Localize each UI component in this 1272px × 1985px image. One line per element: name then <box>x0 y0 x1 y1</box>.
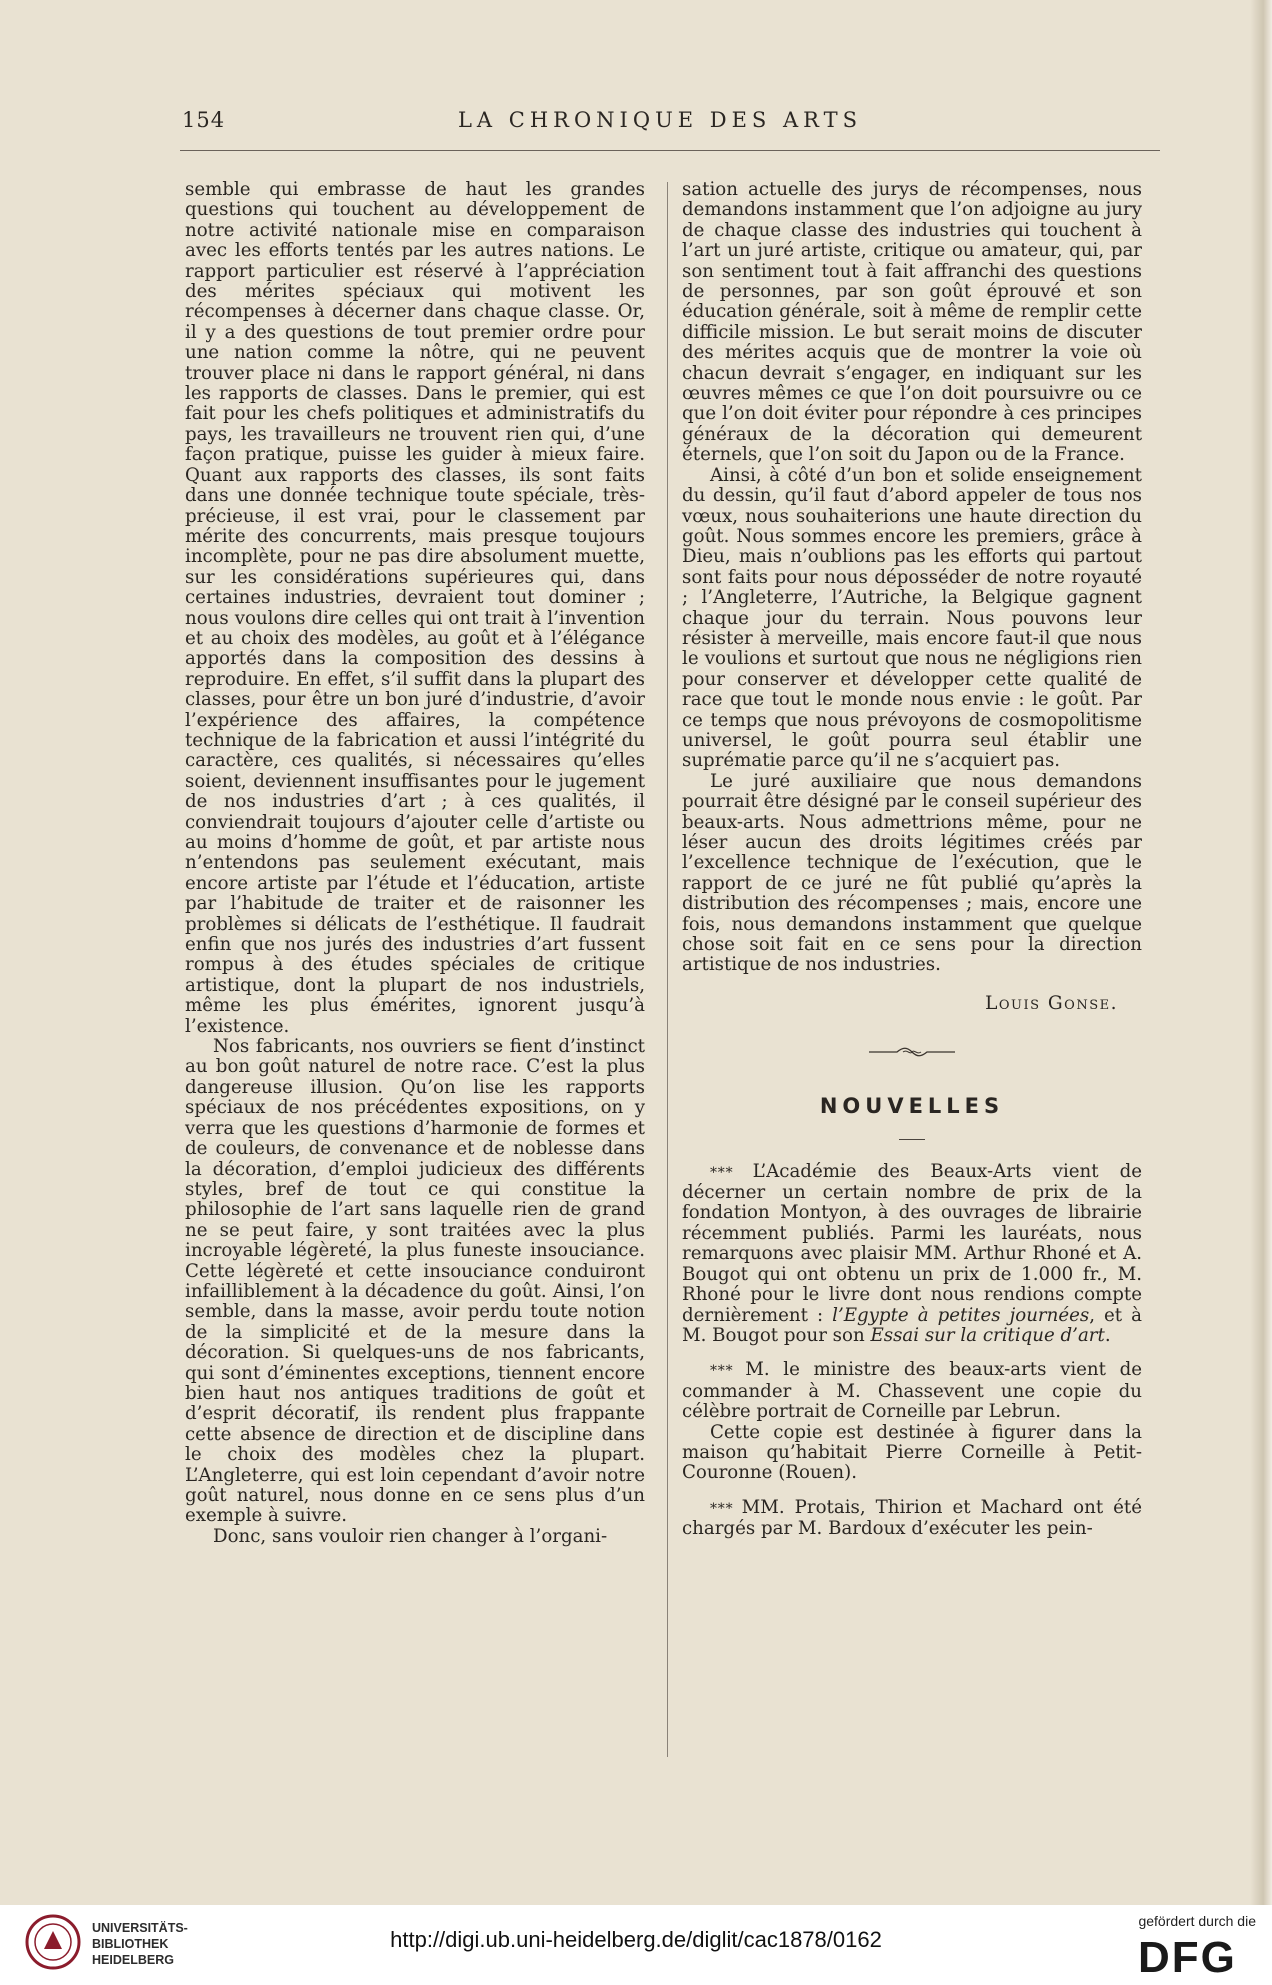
news-item: * * * M. le ministre des beaux-arts vient de commander à M. Chassevent une copie du célèbre portrait de Corneille par Lebrun. <box>682 1359 1142 1423</box>
news-list <box>682 1162 1142 1540</box>
section-title-nouvelles: NOUVELLES <box>819 1094 1005 1119</box>
header-rule <box>180 150 1160 151</box>
news-item: * * * MM. Protais, Thirion et Machard ont été chargés par M. Bardoux d’exécuter les pein- <box>682 1496 1142 1540</box>
news-item-continuation: Cette copie est destinée à figurer dans la maison qu’habitait Pierre Corneille à Petit-Couronne (Rouen). <box>682 1421 1142 1484</box>
author-signature: Louis Gonse. <box>985 992 1118 1014</box>
asterism-icon: * * * <box>710 1363 732 1380</box>
institution-name: UNIVERSITÄTS- BIBLIOTHEK HEIDELBERG <box>92 1921 188 1967</box>
page-number: 154 <box>182 108 226 132</box>
ornament-divider <box>682 1044 1142 1060</box>
news-item: * * * L’Académie des Beaux-Arts vient de décerner un certain nombre de prix de la fondation Montyon, à des ouvrages de librairie récemment publiés. Parmi les lauréats, nous remarquons avec plaisir MM. Arthur Rhoné et A. Bougot qui ont obtenu un prix de 1.000 fr., M. Rhoné pour le livre dont nous rendions compte dernièrement : l’Egypte à petites journées, et à M. Bougot pour son Essai sur la critique d’art. <box>682 1160 1143 1346</box>
book-title: l’Egypte à petites journées <box>832 1304 1090 1326</box>
dfg-logo-icon <box>1138 1932 1258 1976</box>
book-spine-shadow <box>1250 0 1272 1905</box>
right-column <box>682 180 1142 1554</box>
column-divider <box>667 182 668 1757</box>
paragraph: Donc, sans vouloir rien changer à l’organi- <box>213 1525 608 1547</box>
flourish-icon <box>867 1045 957 1059</box>
left-column <box>185 180 645 1547</box>
paragraph: sation actuelle des jurys de récompenses, nous demandons instamment que l’on adjoigne au jury de chaque classe des industries qui touchent à l’art un juré artiste, critique ou amateur, qui, par son sentiment tout à fait affranchi des questions de personnes, par son goût éprouvé et son éducation générale, soit à même de remplir cette difficile mission. Le but serait moins de discuter des mérites acquis que de montrer la voie où chacun devrait s’engager, en indiquant sur les œuvres mêmes ce que l’on doit poursuivre ou ce que l’on doit éviter pour répondre à ces principes généraux de la décoration qui demeurent éternels, que l’on soit du Japon ou de la France. <box>682 179 1142 466</box>
book-title: Essai sur la critique d’art <box>870 1324 1105 1346</box>
asterism-icon: * * * <box>710 1164 732 1181</box>
asterism-icon: * * * <box>710 1500 732 1517</box>
paragraph: Le juré auxiliaire que nous demandons pourrait être désigné par le conseil supérieur des beaux-arts. Nous admettrions même, pour ne léser aucun des droits légitimes créés par l’excellence technique de l’exécution, que le rapport de ce juré ne fût publié qu’après la distribution des récompenses ; mais, encore une fois, nous demandons instamment que quelque chose soit fait en ce sens pour la direction artistique de nos industries. <box>682 770 1142 976</box>
digitization-footer <box>0 1905 1272 1985</box>
paragraph: semble qui embrasse de haut les grandes questions qui touchent au développement de notre activité nationale mise en comparaison avec les efforts tentés par les autres nations. Le rapport particulier est réservé à l’appréciation des mérites spéciaux qui motivent les récompenses à décerner dans chaque classe. Or, il y a des questions de tout premier ordre pour une nation comme la nôtre, qui ne peuvent trouver place ni dans le rapport général, ni dans les rapports de classes. Dans le premier, qui est fait pour les chefs politiques et administratifs du pays, les travailleurs ne trouvent rien qui, d’une façon pratique, puisse les guider à mieux faire. Quant aux rapports des classes, ils sont faits dans une donnée technique toute spéciale, très-précieuse, il est vrai, pour le classement par mérite des concurrents, mais presque toujours incomplète, pour ne pas dire absolument muette, sur les considérations supérieures qui, dans certaines industries, devraient tout dominer ; nous voulons dire celles qui ont trait à l’invention et au choix des modèles, au goût et à l’élégance apportés dans la composition des dessins à reproduire. En effet, s’il suffit dans la plupart des classes, pour être un bon juré d’industrie, d’avoir l’expérience des affaires, la compétence technique de la fabrication et aussi l’intégrité du caractère, ces qualités, si nécessaires qu’elles soient, deviennent insuffisantes pour le jugement de nos industries d’art ; à ces qualités, il conviendrait toujours d’ajouter celle d’artiste ou au moins d’homme de goût, et par artiste nous n’entendons pas seulement exécutant, mais encore artiste par l’étude et l’éducation, artiste par l’habitude de traiter et de raisonner les problèmes si délicats de l’esthétique. Il faudrait enfin que nos jurés des industries d’art fussent rompus à des études spéciales de critique artistique, dont la plupart de nos industriels, même les plus émérites, ignorent jusqu’à l’existence. <box>185 179 645 1037</box>
funding-note: gefördert durch die <box>1138 1913 1256 1929</box>
section-rule <box>899 1139 925 1140</box>
source-url[interactable]: http://digi.ub.uni-heidelberg.de/diglit/cac1878/0162 <box>390 1927 882 1952</box>
page-header <box>160 108 1160 138</box>
running-title: LA CHRONIQUE DES ARTS <box>457 108 862 132</box>
paragraph: Ainsi, à côté d’un bon et solide enseignement du dessin, qu’il faut d’abord appeler de tous nos vœux, nous souhaiterions une haute direction du goût. Nous sommes encore les premiers, grâce à Dieu, mais n’oublions pas les efforts qui partout sont faits pour nous déposséder de notre royauté ; l’Angleterre, l’Autriche, la Belgique gagnent chaque jour du terrain. Nous pouvons leur résister à merveille, mais encore faut-il que nous le voulions et surtout que nous ne négligions rien pour conserver et développer cette qualité de race que tout le monde nous envie : le goût. Par ce temps que nous prévoyons de cosmopolitisme universel, le goût pourra seul établir une suprématie parce qu’il ne s’acquiert pas. <box>682 464 1142 772</box>
paragraph: Nos fabricants, nos ouvriers se fient d’instinct au bon goût naturel de notre race. C’est la plus dangereuse illusion. Qu’on lise les rapports spéciaux de nos précédentes expositions, on y verra que les questions d’harmonie de formes et de couleurs, de convenance et de noblesse dans la décoration, d’emploi judicieux des différents styles, bref de tout ce qui constitue la philosophie de l’art sans laquelle rien de grand ne se peut faire, y sont traitées avec la plus incroyable légèreté, la plus funeste insouciance. Cette légèreté et cette insouciance conduiront infailliblement à la décadence du goût. Ainsi, l’on semble, dans la masse, avoir perdu toute notion de la simplicité et de la mesure dans la décoration. Si quelques-uns de nos fabricants, qui sont d’éminentes exceptions, tiennent encore bien haut nos antiques traditions de goût et d’esprit décoratif, ils rendent plus frappante cette absence de direction et de discipline dans le choix des modèles chez la plupart. L’Angleterre, qui est loin cependant d’avoir notre goût naturel, nous donne en ce sens plus d’un exemple à suivre. <box>185 1036 645 1527</box>
dfg-logo-text: DFG <box>1138 1933 1237 1976</box>
